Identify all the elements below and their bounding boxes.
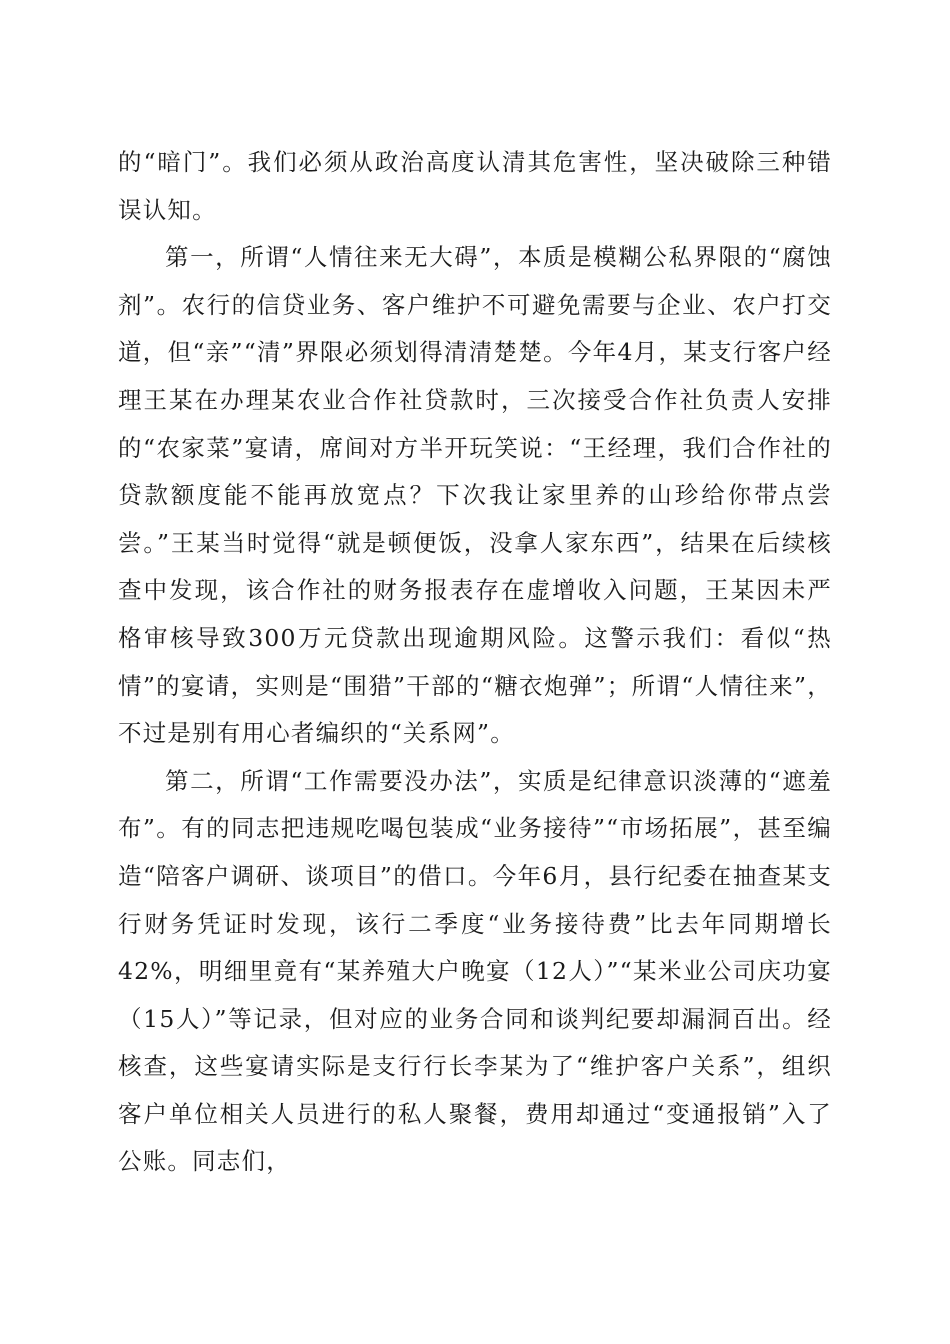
- paragraph-2: 第一，所谓“人情往来无大碍”，本质是模糊公私界限的“腐蚀剂”。农行的信贷业务、客户维护不可避免需要与企业、农户打交道，但“亲”“清”界限必须划得清清楚楚。今年4月，某支行客户经理王某在办理某农业合作社贷款时，三次接受合作社负责人安排的“农家菜”宴请，席间对方半开玩笑说：“王经理，我们合作社的贷款额度能不能再放宽点？下次我让家里养的山珍给你带点尝尝。”王某当时觉得“就是顿便饭，没拿人家东西”，结果在后续核查中发现，该合作社的财务报表存在虚增收入问题，王某因未严格审核导致300万元贷款出现逾期风险。这警示我们：看似“热情”的宴请，实则是“围猎”干部的“糖衣炮弹”；所谓“人情往来”，不过是别有用心者编织的“关系网”。: [118, 243, 832, 748]
- paragraph-1: 的“暗门”。我们必须从政治高度认清其危害性，坚决破除三种错误认知。: [118, 148, 832, 224]
- paragraph-3: 第二，所谓“工作需要没办法”，实质是纪律意识淡薄的“遮羞布”。有的同志把违规吃喝包装成“业务接待”“市场拓展”，甚至编造“陪客户调研、谈项目”的借口。今年6月，县行纪委在抽查某支行财务凭证时发现，该行二季度“业务接待费”比去年同期增长42%，明细里竟有“某养殖大户晚宴（12人）”“某米业公司庆功宴（15人）”等记录，但对应的业务合同和谈判纪要却漏洞百出。经核查，这些宴请实际是支行行长李某为了“维护客户关系”，组织客户单位相关人员进行的私人聚餐，费用却通过“变通报销”入了公账。同志们，: [118, 766, 832, 1176]
- document-body: [118, 139, 832, 1186]
